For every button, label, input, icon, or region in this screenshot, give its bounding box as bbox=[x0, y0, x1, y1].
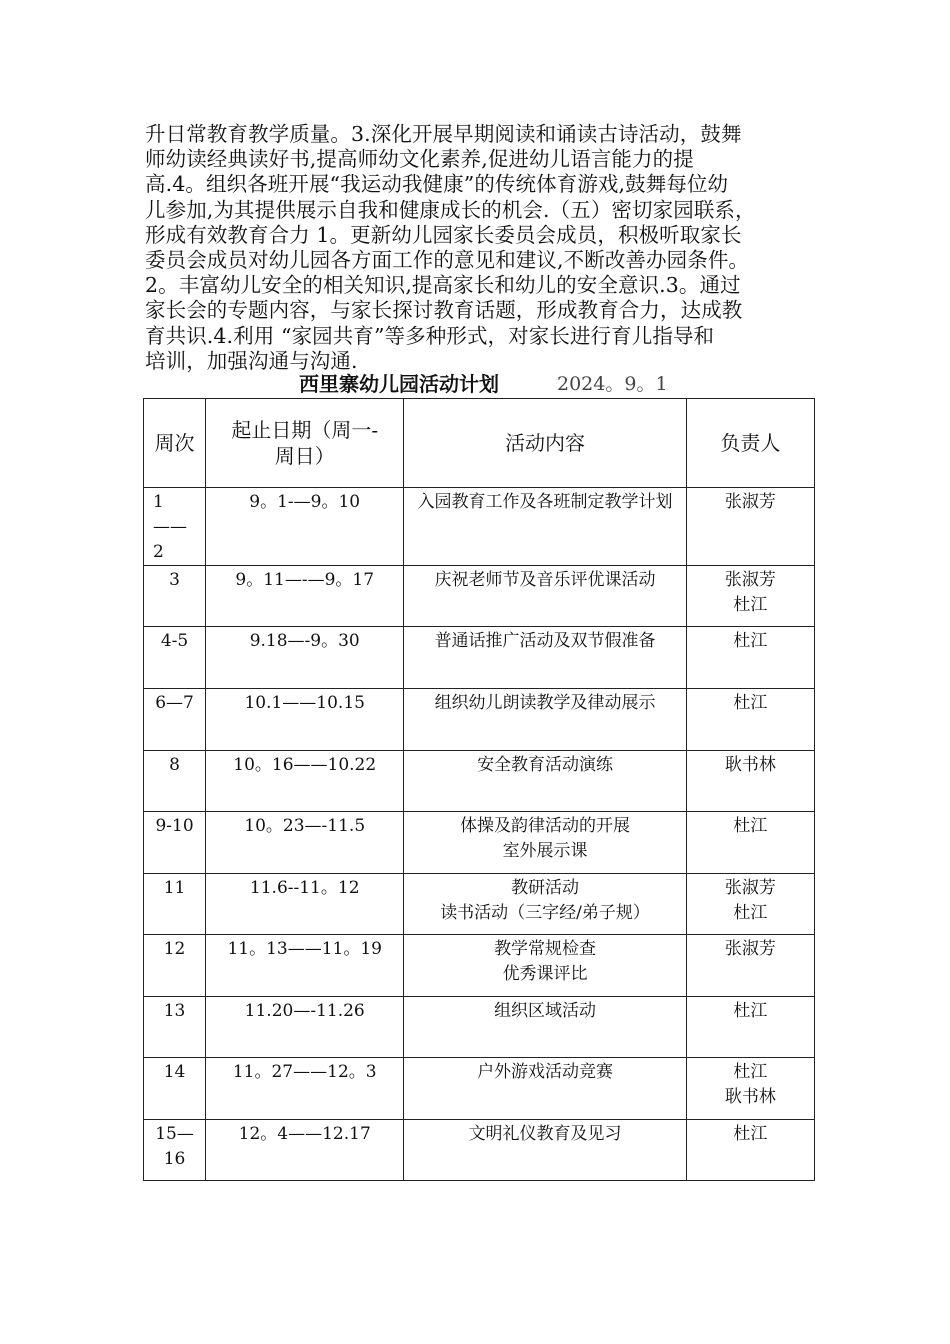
activity-text: 文明礼仪教育及见习 bbox=[468, 1124, 622, 1144]
paragraph-line: 形成有效教育合力 1。更新幼儿园家长委员会成员，积极听取家长 bbox=[145, 222, 742, 247]
cell-lead bbox=[686, 812, 814, 874]
dates-text: 11.20—-11.26 bbox=[244, 1001, 365, 1021]
header-activity: 活动内容 bbox=[404, 399, 686, 488]
activity-text: 庆祝老师节及音乐评优课活动 bbox=[434, 570, 656, 590]
body-paragraph bbox=[145, 122, 825, 374]
cell-activity bbox=[404, 689, 686, 751]
cell-week bbox=[144, 1058, 206, 1120]
activity-text: 户外游戏活动竞赛 bbox=[477, 1062, 614, 1082]
paragraph-line: 家长会的专题内容，与家长探讨教育话题，形成教育合力，达成教 bbox=[145, 298, 743, 323]
activity-text: 体操及韵律活动的开展 室外展示课 bbox=[460, 816, 631, 861]
cell-lead bbox=[686, 627, 814, 689]
cell-lead bbox=[686, 874, 814, 935]
table-row bbox=[144, 751, 815, 812]
table-row bbox=[144, 1058, 815, 1120]
cell-lead bbox=[686, 751, 814, 812]
lead-text: 杜江 bbox=[733, 693, 768, 713]
cell-dates bbox=[206, 488, 404, 566]
cell-activity bbox=[404, 566, 686, 627]
week-text: 15— 16 bbox=[155, 1124, 194, 1169]
cell-activity bbox=[404, 935, 686, 997]
lead-text: 耿书林 bbox=[724, 755, 776, 775]
cell-lead bbox=[686, 689, 814, 751]
dates-text: 12。4——12.17 bbox=[238, 1124, 371, 1144]
week-text: 12 bbox=[163, 939, 186, 959]
plan-title: 西里寨幼儿园活动计划 bbox=[299, 372, 499, 396]
plan-date: 2024。9。1 bbox=[557, 373, 668, 395]
cell-activity bbox=[404, 812, 686, 874]
cell-week bbox=[144, 689, 206, 751]
lead-text: 张淑芳 杜江 bbox=[724, 878, 776, 923]
cell-dates bbox=[206, 751, 404, 812]
activity-text: 教研活动 读书活动（三字经/弟子规） bbox=[440, 878, 650, 923]
header-dates-label: 起止日期（周一-周日） bbox=[231, 418, 379, 468]
header-lead: 负责人 bbox=[686, 399, 814, 488]
cell-week bbox=[144, 1120, 206, 1181]
dates-text: 10.1——10.15 bbox=[244, 693, 365, 713]
paragraph-line: 培训，加强沟通与沟通. bbox=[145, 348, 358, 373]
lead-text: 杜江 bbox=[733, 1124, 768, 1144]
cell-dates bbox=[206, 997, 404, 1058]
header-dates bbox=[206, 399, 404, 488]
dates-text: 9。11—-—9。17 bbox=[235, 570, 375, 590]
cell-dates bbox=[206, 935, 404, 997]
cell-dates bbox=[206, 627, 404, 689]
paragraph-line: 师幼读经典读好书,提高师幼文化素养,促进幼儿语言能力的提 bbox=[145, 147, 694, 172]
activity-text: 组织区域活动 bbox=[494, 1001, 597, 1021]
table-row bbox=[144, 627, 815, 689]
table-header-row bbox=[144, 399, 815, 488]
cell-lead bbox=[686, 1120, 814, 1181]
week-text: 14 bbox=[163, 1062, 186, 1082]
week-text: 4-5 bbox=[160, 631, 189, 651]
cell-activity bbox=[404, 627, 686, 689]
activity-text: 组织幼儿朗读教学及律动展示 bbox=[434, 693, 656, 713]
cell-activity bbox=[404, 997, 686, 1058]
dates-text: 10。23—-11.5 bbox=[244, 816, 366, 836]
table-row bbox=[144, 812, 815, 874]
activity-text: 普通话推广活动及双节假准备 bbox=[434, 631, 656, 651]
paragraph-line: 升日常教育教学质量。3.深化开展早期阅读和诵读古诗活动，鼓舞 bbox=[145, 122, 742, 146]
table-row bbox=[144, 997, 815, 1058]
activity-plan-table bbox=[143, 398, 815, 1181]
cell-dates bbox=[206, 1058, 404, 1120]
cell-week bbox=[144, 812, 206, 874]
cell-dates bbox=[206, 812, 404, 874]
week-text: 11 bbox=[163, 878, 186, 898]
dates-text: 11。27——12。3 bbox=[232, 1062, 377, 1082]
cell-activity bbox=[404, 874, 686, 935]
lead-text: 杜江 耿书林 bbox=[724, 1062, 776, 1107]
table-row bbox=[144, 689, 815, 751]
dates-text: 9。1-—9。10 bbox=[249, 492, 361, 512]
week-text: 13 bbox=[163, 1001, 186, 1021]
cell-dates bbox=[206, 1120, 404, 1181]
lead-text: 张淑芳 bbox=[724, 492, 776, 512]
cell-dates bbox=[206, 874, 404, 935]
plan-heading bbox=[145, 371, 815, 397]
lead-text: 杜江 bbox=[733, 631, 768, 651]
cell-dates bbox=[206, 566, 404, 627]
week-text: 9-10 bbox=[155, 816, 194, 836]
cell-lead bbox=[686, 1058, 814, 1120]
cell-activity bbox=[404, 1058, 686, 1120]
lead-text: 杜江 bbox=[733, 816, 768, 836]
cell-week bbox=[144, 488, 206, 566]
activity-text: 安全教育活动演练 bbox=[477, 755, 614, 775]
cell-week bbox=[144, 935, 206, 997]
lead-text: 张淑芳 杜江 bbox=[724, 570, 776, 615]
table-row bbox=[144, 488, 815, 566]
week-text: 1 —— 2 bbox=[153, 492, 187, 562]
lead-text: 张淑芳 bbox=[724, 939, 776, 959]
lead-text: 杜江 bbox=[733, 1001, 768, 1021]
cell-dates bbox=[206, 689, 404, 751]
dates-text: 9.18—-9。30 bbox=[249, 631, 360, 651]
table-row bbox=[144, 566, 815, 627]
cell-lead bbox=[686, 997, 814, 1058]
cell-week bbox=[144, 874, 206, 935]
cell-lead bbox=[686, 488, 814, 566]
week-text: 3 bbox=[169, 570, 180, 590]
dates-text: 11。13——11。19 bbox=[227, 939, 382, 959]
header-week: 周次 bbox=[144, 399, 206, 488]
paragraph-line: 育共识.4.利用 “家园共育”等多种形式，对家长进行育儿指导和 bbox=[145, 323, 715, 348]
dates-text: 11.6--11。12 bbox=[249, 878, 360, 898]
table-row bbox=[144, 874, 815, 935]
cell-week bbox=[144, 566, 206, 627]
table-row bbox=[144, 1120, 815, 1181]
dates-text: 10。16——10.22 bbox=[233, 755, 377, 775]
cell-activity bbox=[404, 488, 686, 566]
cell-week bbox=[144, 627, 206, 689]
cell-lead bbox=[686, 935, 814, 997]
paragraph-line: 委员会成员对幼儿园各方面工作的意见和建议,不断改善办园条件。 bbox=[145, 248, 750, 273]
activity-text: 入园教育工作及各班制定教学计划 bbox=[417, 492, 673, 512]
cell-activity bbox=[404, 1120, 686, 1181]
table-row bbox=[144, 935, 815, 997]
paragraph-line: 儿参加,为其提供展示自我和健康成长的机会.（五）密切家园联系， bbox=[145, 197, 756, 222]
cell-activity bbox=[404, 751, 686, 812]
cell-week bbox=[144, 997, 206, 1058]
paragraph-line: 高.4。组织各班开展“我运动我健康”的传统体育游戏,鼓舞每位幼 bbox=[145, 172, 729, 197]
week-text: 6—7 bbox=[155, 693, 194, 713]
paragraph-line: 2。丰富幼儿安全的相关知识,提高家长和幼儿的安全意识.3。通过 bbox=[145, 273, 741, 298]
cell-lead bbox=[686, 566, 814, 627]
activity-text: 教学常规检查 优秀课评比 bbox=[494, 939, 597, 984]
week-text: 8 bbox=[169, 755, 180, 775]
cell-week bbox=[144, 751, 206, 812]
